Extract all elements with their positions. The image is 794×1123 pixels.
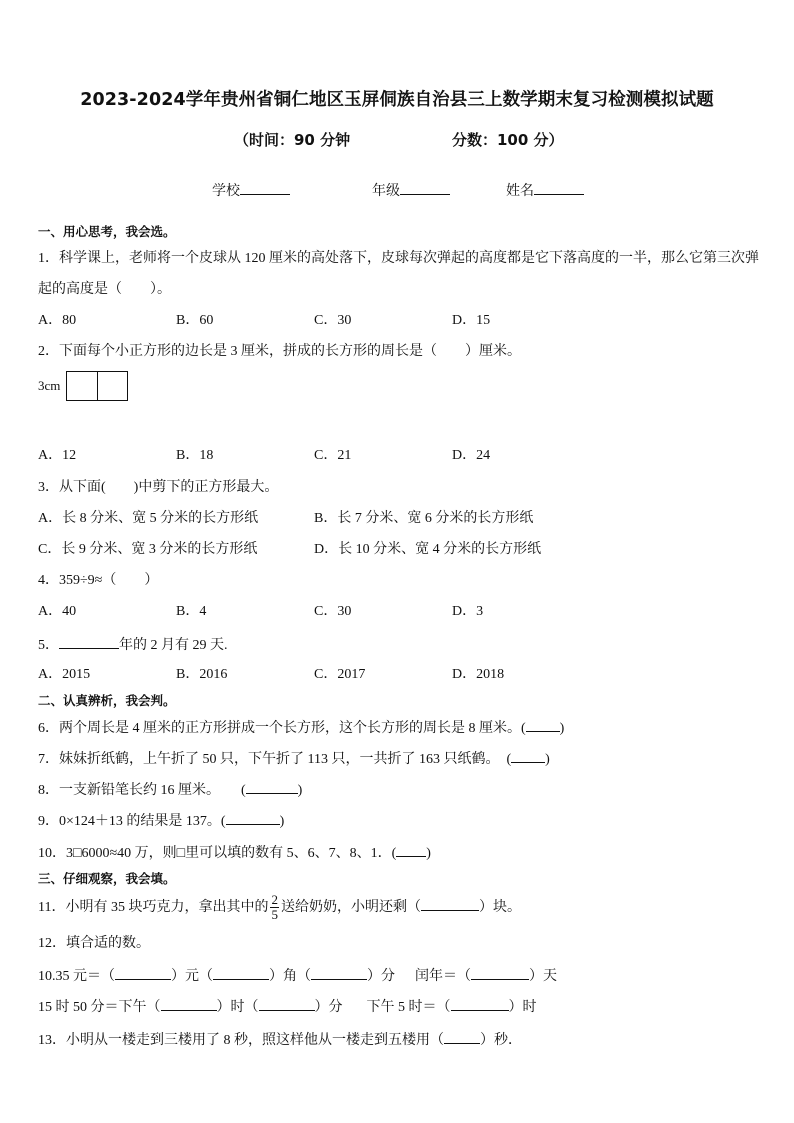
q12-blank-jiao[interactable] xyxy=(213,966,269,980)
q9-answer-blank[interactable] xyxy=(226,811,280,825)
q4-option-a[interactable]: A．40 xyxy=(38,604,77,619)
q2-option-d[interactable]: D．24 xyxy=(452,448,491,463)
q7-close-paren: ) xyxy=(545,752,550,767)
q12-blank-hour[interactable] xyxy=(161,997,217,1011)
q5-option-b[interactable]: B．2016 xyxy=(176,667,228,682)
q7-answer-blank[interactable] xyxy=(511,749,545,763)
grade-field[interactable] xyxy=(372,180,450,200)
exam-score: 分数：100 分） xyxy=(452,131,564,149)
q12-row2-part1: 15 时 50 分＝下午（ xyxy=(38,1000,161,1015)
q8-answer-blank[interactable] xyxy=(246,780,298,794)
q3-option-b[interactable]: B．长 7 分米、宽 6 分米的长方形纸 xyxy=(314,511,534,526)
q12-row2-part4: 下午 5 时＝（ xyxy=(366,1000,451,1015)
q9-text xyxy=(38,811,284,831)
q5-prefix: 5． xyxy=(38,638,59,653)
q8-close-paren: ) xyxy=(297,783,303,798)
q13-answer-blank[interactable] xyxy=(444,1030,480,1044)
q12-row1-part2: ）元（ xyxy=(171,969,213,984)
section-heading-3: 三、仔细观察，我会填。 xyxy=(38,871,176,886)
q11-suffix: ）块。 xyxy=(478,900,521,915)
q12-row1-part1: 10.35 元＝（ xyxy=(38,969,115,984)
q8-label: 8．一支新铅笔长约 16 厘米。 ( xyxy=(38,783,246,798)
q4-option-b[interactable]: B．4 xyxy=(176,604,207,619)
q3-option-c[interactable]: C．长 9 分米、宽 3 分米的长方形纸 xyxy=(38,542,258,557)
q12-row1-part4: ）分 xyxy=(367,969,395,984)
page-title: 2023-2024学年贵州省铜仁地区玉屏侗族自治县三上数学期末复习检测模拟试题 xyxy=(80,90,714,110)
q2-text: 2．下面每个小正方形的边长是 3 厘米，拼成的长方形的周长是（ ）厘米。 xyxy=(38,344,521,359)
section-heading-2: 二、认真辨析，我会判。 xyxy=(38,693,176,708)
name-label: 姓名 xyxy=(506,183,534,199)
q2-option-c[interactable]: C．21 xyxy=(314,448,352,463)
school-field[interactable] xyxy=(212,180,290,200)
q10-text xyxy=(38,843,431,863)
school-blank[interactable] xyxy=(240,194,290,195)
q12-row1-part3: ）角（ xyxy=(269,969,311,984)
q9-close-paren: ) xyxy=(279,814,285,829)
q5-option-d[interactable]: D．2018 xyxy=(452,667,505,682)
q2-squares-figure xyxy=(66,371,128,401)
q12-blank-minute[interactable] xyxy=(259,997,315,1011)
q9-label: 9．0×124＋13 的结果是 137。( xyxy=(38,814,226,829)
q11-fraction xyxy=(270,893,279,922)
q12-row2-part5: ）时 xyxy=(508,1000,537,1015)
q11-prefix: 11．小明有 35 块巧克力，拿出其中的 xyxy=(38,900,269,915)
q5-suffix: 年的 2 月有 29 天. xyxy=(119,638,228,653)
q11-text xyxy=(38,890,521,926)
q1-option-d[interactable]: D．15 xyxy=(452,313,491,328)
q5-option-c[interactable]: C．2017 xyxy=(314,667,366,682)
exam-time: （时间：90 分钟 xyxy=(234,131,351,149)
q12-blank-yuan[interactable] xyxy=(115,966,171,980)
q6-label: 6．两个周长是 4 厘米的正方形拼成一个长方形，这个长方形的周长是 8 厘米。 xyxy=(38,721,521,736)
q3-option-d[interactable]: D．长 10 分米、宽 4 分米的长方形纸 xyxy=(314,542,542,557)
q12-row1-part6: ）天 xyxy=(529,969,557,984)
q12-row2-part2: ）时（ xyxy=(216,1000,259,1015)
q11-fraction-denominator: 5 xyxy=(271,907,278,923)
q12-blank-leap-year-days[interactable] xyxy=(471,966,529,980)
q13-text xyxy=(38,1030,522,1050)
grade-blank[interactable] xyxy=(400,194,450,195)
q1-option-b[interactable]: B．60 xyxy=(176,313,214,328)
q2-figure-label: 3cm xyxy=(38,378,61,393)
school-label: 学校 xyxy=(212,183,240,199)
q7-label: 7．妹妹折纸鹤，上午折了 50 只，下午折了 113 只，一共折了 163 只纸鹤。 ( xyxy=(38,752,512,767)
q3-option-a[interactable]: A．长 8 分米、宽 5 分米的长方形纸 xyxy=(38,511,259,526)
q12-row1 xyxy=(38,966,557,986)
q13-label: 13．小明从一楼走到三楼用了 8 秒，照这样他从一楼走到五楼用（ xyxy=(38,1033,444,1048)
q12-row2 xyxy=(38,997,537,1017)
q2-option-a[interactable]: A．12 xyxy=(38,448,77,463)
q11-mid: 送给奶奶，小明还剩（ xyxy=(280,900,421,915)
section-heading-1: 一、用心思考，我会选。 xyxy=(38,224,176,239)
q2-square-divider xyxy=(97,372,98,400)
q6-open-paren: ( xyxy=(521,721,526,736)
q12-text: 12．填合适的数。 xyxy=(38,936,150,951)
q6-close-paren: ) xyxy=(559,721,565,736)
q1-option-c[interactable]: C．30 xyxy=(314,313,352,328)
q5-text xyxy=(38,635,228,655)
q12-blank-24h[interactable] xyxy=(451,997,509,1011)
q10-label: 10．3□6000≈40 万，则□里可以填的数有 5、6、7、8、1．( xyxy=(38,846,397,861)
q4-option-d[interactable]: D．3 xyxy=(452,604,484,619)
q1-line2: 起的高度是（ ）。 xyxy=(38,282,171,297)
q11-answer-blank[interactable] xyxy=(421,897,479,911)
name-field[interactable] xyxy=(506,180,584,200)
q12-row2-part3: ）分 xyxy=(314,1000,343,1015)
q7-text xyxy=(38,749,550,769)
q12-row1-part5: 闰年＝（ xyxy=(415,969,471,984)
q5-option-a[interactable]: A．2015 xyxy=(38,667,91,682)
q11-fraction-numerator: 2 xyxy=(271,892,278,908)
q10-answer-blank[interactable] xyxy=(396,843,426,857)
q6-answer-blank[interactable] xyxy=(526,718,560,732)
name-blank[interactable] xyxy=(534,194,584,195)
grade-label: 年级 xyxy=(372,183,400,199)
q1-line1: 1．科学课上，老师将一个皮球从 120 厘米的高处落下，皮球每次弹起的高度都是它下落高度的一半，那么它第三次弹 xyxy=(38,251,759,266)
q4-text: 4．359÷9≈（ ） xyxy=(38,573,159,588)
q8-text xyxy=(38,780,302,800)
q5-answer-blank[interactable] xyxy=(59,635,119,649)
q13-suffix: ）秒． xyxy=(480,1033,522,1048)
q1-option-a[interactable]: A．80 xyxy=(38,313,77,328)
q2-option-b[interactable]: B．18 xyxy=(176,448,214,463)
q4-option-c[interactable]: C．30 xyxy=(314,604,352,619)
q12-blank-fen[interactable] xyxy=(311,966,367,980)
q6-text xyxy=(38,718,564,738)
q10-close-paren: ) xyxy=(426,846,431,861)
q3-text: 3．从下面( )中剪下的正方形最大。 xyxy=(38,480,279,495)
